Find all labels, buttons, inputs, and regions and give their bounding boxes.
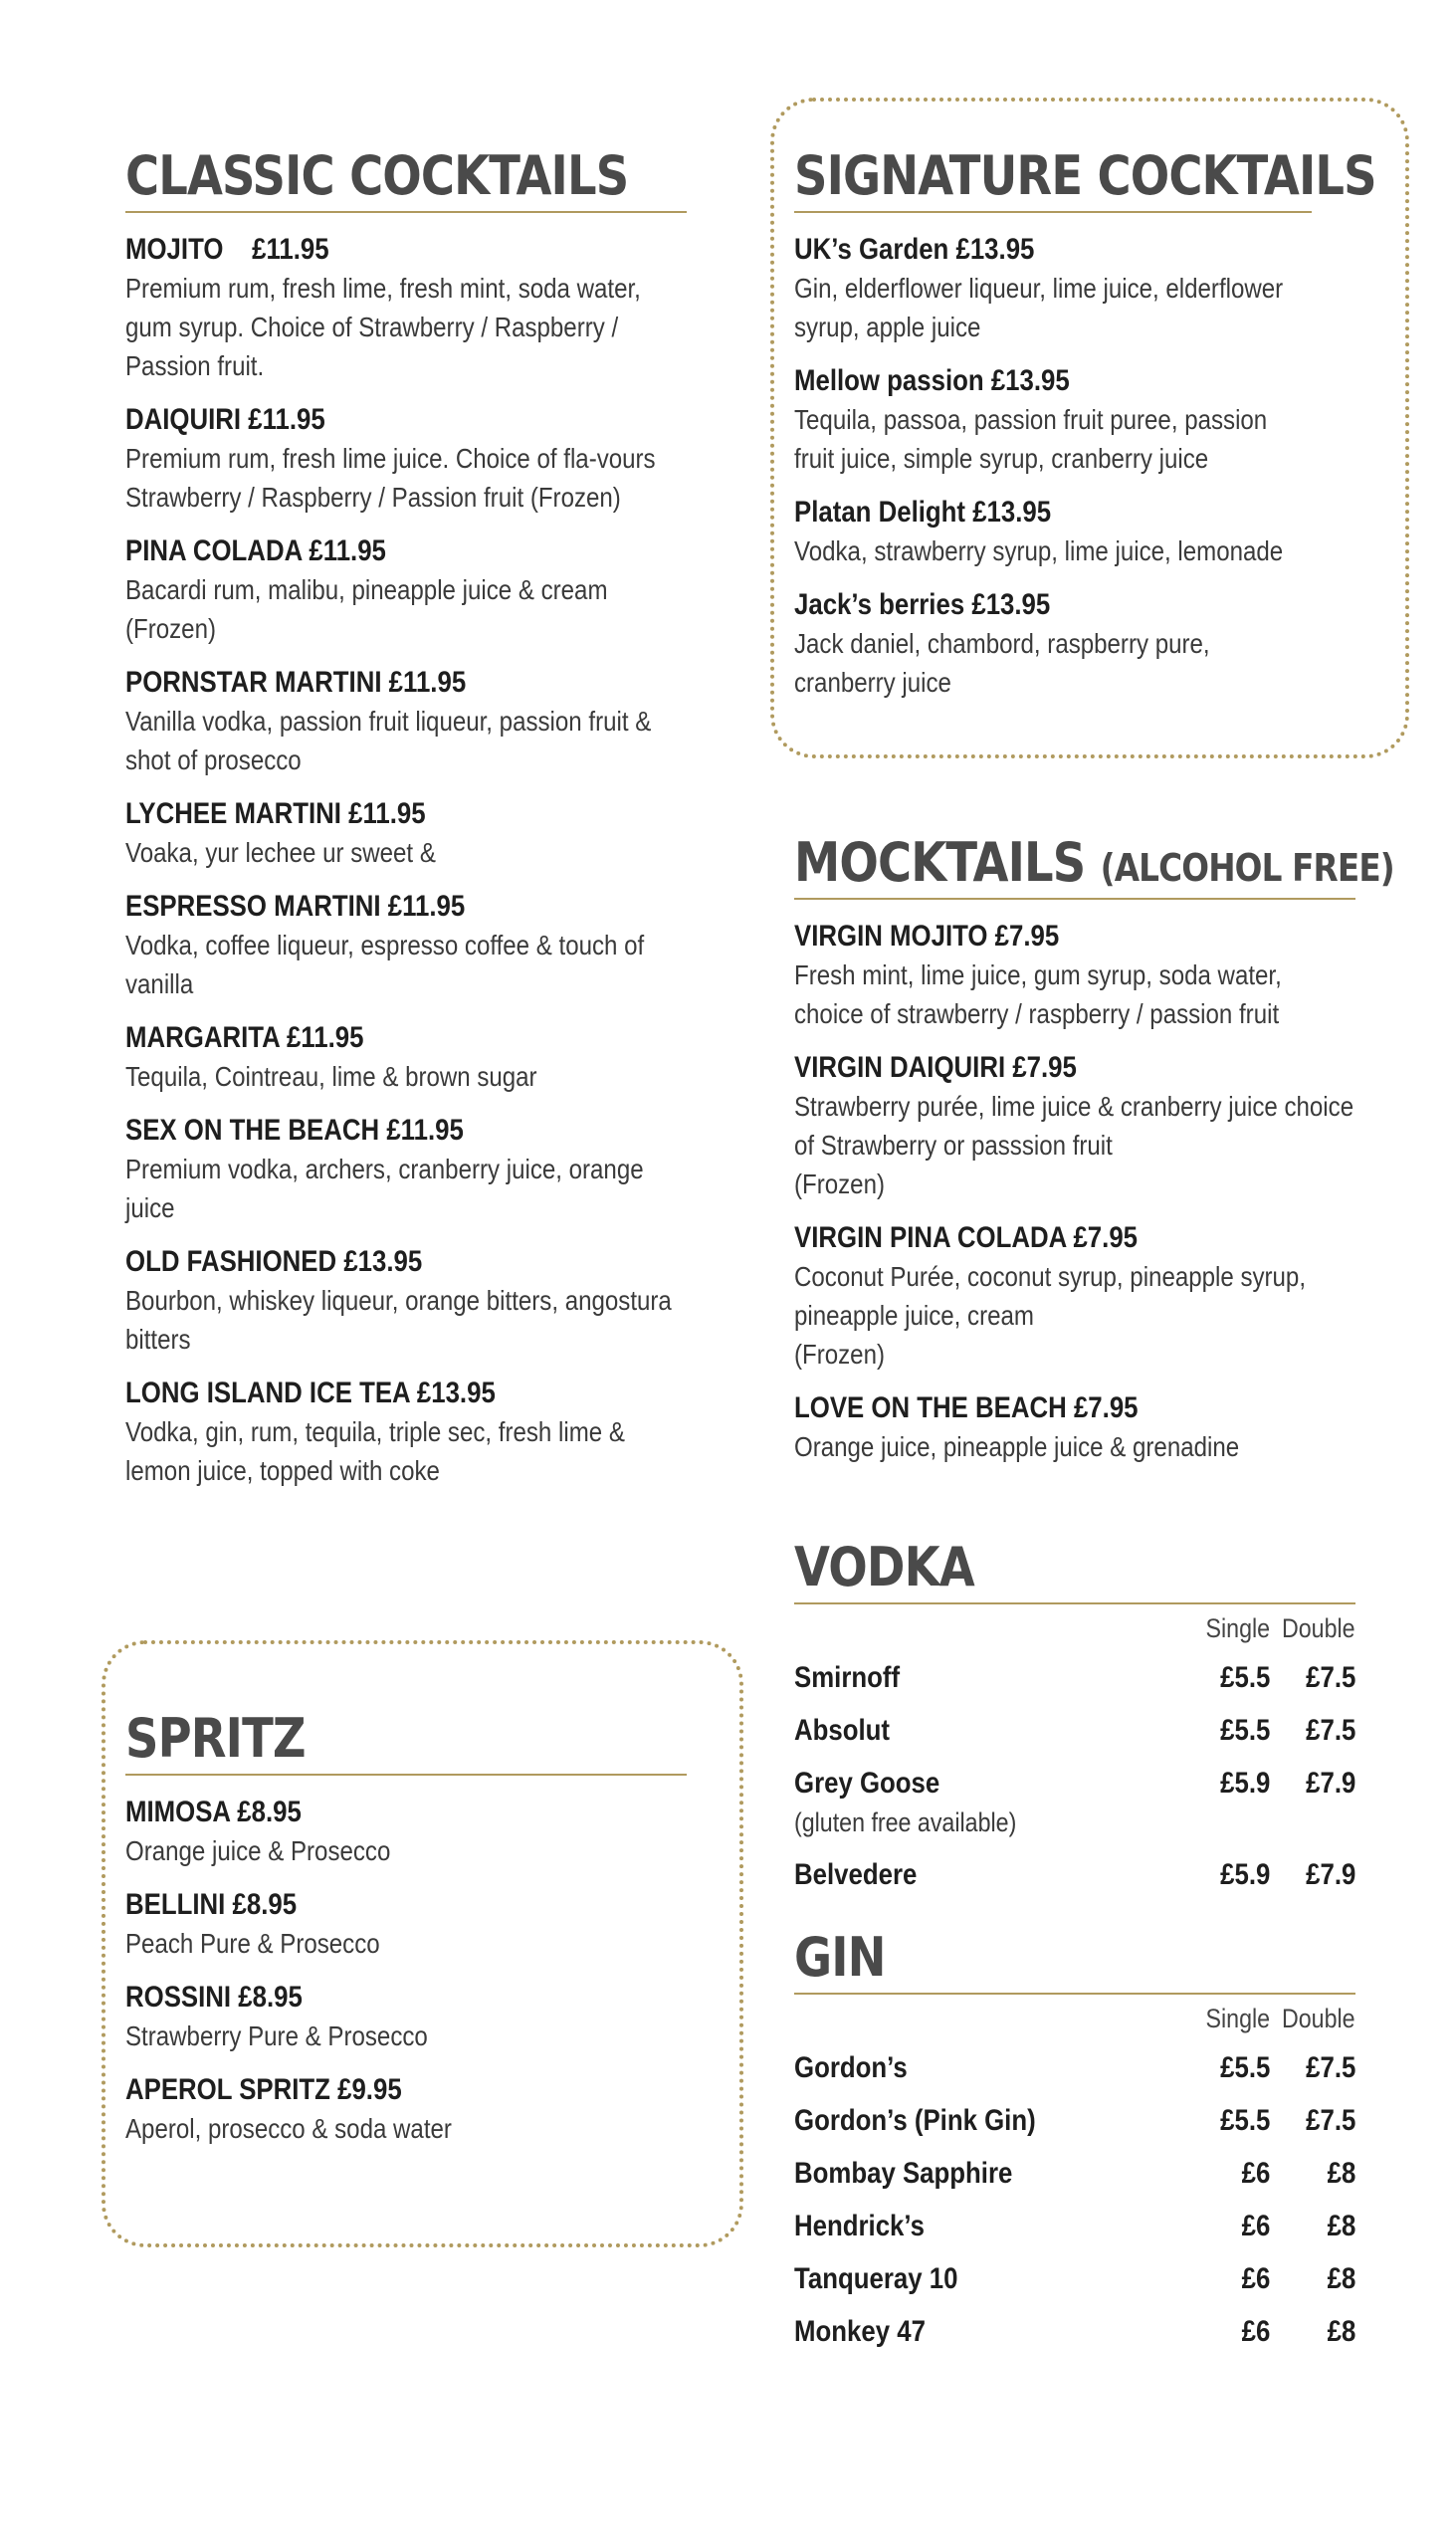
double-price: £7.5 <box>1305 2104 1355 2137</box>
menu-item <box>125 888 687 1003</box>
spirit-name: Monkey 47 <box>794 2315 926 2348</box>
item-description: Premium vodka, archers, cranberry juice, orange juice <box>125 1154 644 1223</box>
menu-item <box>125 1243 687 1359</box>
menu-item <box>125 1375 687 1490</box>
double-price: £7.5 <box>1305 2051 1355 2084</box>
item-title: Jack’s berries £13.95 <box>794 588 1051 621</box>
item-title: VIRGIN PINA COLADA £7.95 <box>794 1221 1139 1254</box>
section-divider <box>794 211 1312 213</box>
item-title: Platan Delight £13.95 <box>794 496 1052 529</box>
spirit-name: Tanqueray 10 <box>794 2262 958 2295</box>
price-row <box>794 2103 1355 2156</box>
single-price: £5.9 <box>1220 1767 1271 1800</box>
item-description: Premium rum, fresh lime juice. Choice of fla-vours Strawberry / Raspberry / Passion fruit (Frozen) <box>125 443 656 513</box>
double-price: £7.5 <box>1305 1714 1355 1747</box>
menu-item <box>125 2071 687 2148</box>
item-description: Jack daniel, chambord, raspberry pure, cranberry juice <box>794 628 1210 698</box>
gin-section <box>794 1926 1355 2367</box>
single-column-header: Single <box>1205 2004 1271 2033</box>
menu-item <box>794 586 1312 702</box>
item-title: BELLINI £8.95 <box>125 1888 298 1921</box>
item-title: MARGARITA £11.95 <box>125 1021 364 1054</box>
spirit-name: Belvedere <box>794 1858 918 1891</box>
item-description: Orange juice, pineapple juice & grenadine <box>794 1431 1240 1462</box>
price-row <box>794 2156 1355 2209</box>
mocktails-title: MOCKTAILS <box>794 831 1086 894</box>
classic-cocktails-list <box>125 231 687 1490</box>
menu-item <box>125 231 687 385</box>
section-divider <box>125 211 687 213</box>
item-title: VIRGIN MOJITO £7.95 <box>794 920 1060 953</box>
menu-item <box>125 1019 687 1096</box>
menu-item <box>794 1219 1355 1374</box>
item-description-note: (Frozen) <box>794 1168 885 1199</box>
double-price: £8 <box>1327 2157 1355 2190</box>
item-description: Strawberry Pure & Prosecco <box>125 2020 428 2051</box>
item-description: Peach Pure & Prosecco <box>125 1928 380 1959</box>
single-price: £6 <box>1241 2262 1271 2295</box>
item-title: UK’s Garden £13.95 <box>794 233 1035 266</box>
item-description: Gin, elderflower liqueur, lime juice, elderflower syrup, apple juice <box>794 273 1284 342</box>
item-title: LONG ISLAND ICE TEA £13.95 <box>125 1377 496 1409</box>
double-column-header: Double <box>1282 1613 1355 1643</box>
item-description-note: (Frozen) <box>794 1339 885 1370</box>
price-table-header <box>794 1610 1355 1660</box>
price-row <box>794 1857 1355 1910</box>
single-price: £5.5 <box>1220 1661 1271 1694</box>
item-description: Vodka, strawberry syrup, lime juice, lemonade <box>794 535 1284 566</box>
item-description: Vodka, coffee liqueur, espresso coffee & touch of vanilla <box>125 930 645 999</box>
single-column-header: Single <box>1205 1613 1271 1643</box>
spirit-name: Grey Goose(gluten free available) <box>794 1767 1017 1837</box>
classic-cocktails-heading: CLASSIC COCKTAILS <box>125 144 629 207</box>
section-divider <box>794 898 1355 900</box>
item-title: ROSSINI £8.95 <box>125 1981 303 2014</box>
item-description: Tequila, Cointreau, lime & brown sugar <box>125 1061 537 1092</box>
item-title: MOJITO £11.95 <box>125 233 329 266</box>
spirit-name: Smirnoff <box>794 1661 901 1694</box>
price-row <box>794 1766 1355 1857</box>
item-description: Coconut Purée, coconut syrup, pineapple syrup, pineapple juice, cream <box>794 1261 1307 1331</box>
item-description: Bourbon, whiskey liqueur, orange bitters, angostura bitters <box>125 1285 672 1355</box>
gin-heading: GIN <box>794 1926 886 1989</box>
single-price: £5.5 <box>1220 2051 1271 2084</box>
spritz-heading: SPRITZ <box>125 1707 306 1770</box>
section-divider <box>125 1774 687 1776</box>
menu-item <box>125 1886 687 1963</box>
section-divider <box>794 1602 1355 1604</box>
double-price: £8 <box>1327 2262 1355 2295</box>
item-description: Fresh mint, lime juice, gum syrup, soda water, choice of strawberry / raspberry / passion fruit <box>794 959 1282 1029</box>
item-title: VIRGIN DAIQUIRI £7.95 <box>794 1051 1077 1084</box>
menu-item <box>794 1049 1355 1203</box>
single-price: £6 <box>1241 2210 1271 2242</box>
spirit-name: Absolut <box>794 1714 891 1747</box>
vodka-section <box>794 1536 1355 1910</box>
spritz-section <box>125 1707 687 2164</box>
price-row <box>794 1713 1355 1766</box>
price-table-header <box>794 2001 1355 2050</box>
item-description: Tequila, passoa, passion fruit puree, passion fruit juice, simple syrup, cranberry juice <box>794 404 1268 474</box>
price-row <box>794 1660 1355 1713</box>
price-row <box>794 2314 1355 2367</box>
item-title: LYCHEE MARTINI £11.95 <box>125 797 426 830</box>
double-price: £7.9 <box>1305 1767 1355 1800</box>
vodka-price-table <box>794 1610 1355 1910</box>
spirit-name: Gordon’s (Pink Gin) <box>794 2104 1036 2137</box>
item-title: LOVE ON THE BEACH £7.95 <box>794 1391 1139 1424</box>
price-row <box>794 2261 1355 2314</box>
item-description: Aperol, prosecco & soda water <box>125 2113 452 2144</box>
single-price: £5.5 <box>1220 2104 1271 2137</box>
single-price: £6 <box>1241 2315 1271 2348</box>
item-title: OLD FASHIONED £13.95 <box>125 1245 423 1278</box>
item-description: Vanilla vodka, passion fruit liqueur, passion fruit & shot of prosecco <box>125 706 652 775</box>
menu-item <box>794 1389 1355 1466</box>
mocktails-section <box>794 831 1394 1482</box>
item-description: Bacardi rum, malibu, pineapple juice & cream (Frozen) <box>125 574 608 644</box>
item-title: ESPRESSO MARTINI £11.95 <box>125 890 466 923</box>
vodka-heading: VODKA <box>794 1536 974 1598</box>
item-description: Voaka, yur lechee ur sweet & <box>125 837 436 868</box>
spirit-name: Bombay Sapphire <box>794 2157 1013 2190</box>
spirit-name: Hendrick’s <box>794 2210 925 2242</box>
single-price: £6 <box>1241 2157 1271 2190</box>
spirit-note: (gluten free available) <box>794 1807 1017 1837</box>
single-price: £5.5 <box>1220 1714 1271 1747</box>
double-price: £7.5 <box>1305 1661 1355 1694</box>
item-description: Vodka, gin, rum, tequila, triple sec, fresh lime & lemon juice, topped with coke <box>125 1416 625 1486</box>
item-title: DAIQUIRI £11.95 <box>125 403 325 436</box>
menu-item <box>125 532 687 648</box>
menu-item <box>125 401 687 517</box>
menu-item <box>125 1112 687 1227</box>
menu-item <box>125 1794 687 1870</box>
spirit-name: Gordon’s <box>794 2051 908 2084</box>
double-price: £8 <box>1327 2315 1355 2348</box>
menu-item <box>125 664 687 779</box>
item-description: Premium rum, fresh lime, fresh mint, soda water, gum syrup. Choice of Strawberry / Raspberry / Passion fruit. <box>125 273 641 381</box>
menu-item <box>794 918 1355 1033</box>
price-row <box>794 2209 1355 2261</box>
double-column-header: Double <box>1282 2004 1355 2033</box>
double-price: £7.9 <box>1305 1858 1355 1891</box>
signature-cocktails-heading: SIGNATURE COCKTAILS <box>794 144 1376 207</box>
item-description: Orange juice & Prosecco <box>125 1835 391 1866</box>
item-title: PINA COLADA £11.95 <box>125 534 386 567</box>
price-row <box>794 2050 1355 2103</box>
menu-item <box>125 1979 687 2055</box>
item-title: APEROL SPRITZ £9.95 <box>125 2073 402 2106</box>
item-description: Strawberry purée, lime juice & cranberry juice choice of Strawberry or passsion fruit <box>794 1091 1354 1161</box>
single-price: £5.9 <box>1220 1858 1271 1891</box>
gin-price-table <box>794 2001 1355 2367</box>
item-title: SEX ON THE BEACH £11.95 <box>125 1114 464 1147</box>
mocktails-subtitle: (ALCOHOL FREE) <box>1100 846 1394 890</box>
item-title: PORNSTAR MARTINI £11.95 <box>125 666 467 699</box>
menu-item <box>125 795 687 872</box>
menu-item <box>794 494 1312 570</box>
menu-item <box>794 362 1312 478</box>
mocktails-heading <box>794 831 1394 894</box>
classic-cocktails-section <box>125 144 687 1506</box>
signature-cocktails-section <box>794 144 1376 718</box>
item-title: MIMOSA £8.95 <box>125 1796 302 1828</box>
item-title: Mellow passion £13.95 <box>794 364 1070 397</box>
menu-item <box>794 231 1312 346</box>
double-price: £8 <box>1327 2210 1355 2242</box>
section-divider <box>794 1993 1355 1995</box>
